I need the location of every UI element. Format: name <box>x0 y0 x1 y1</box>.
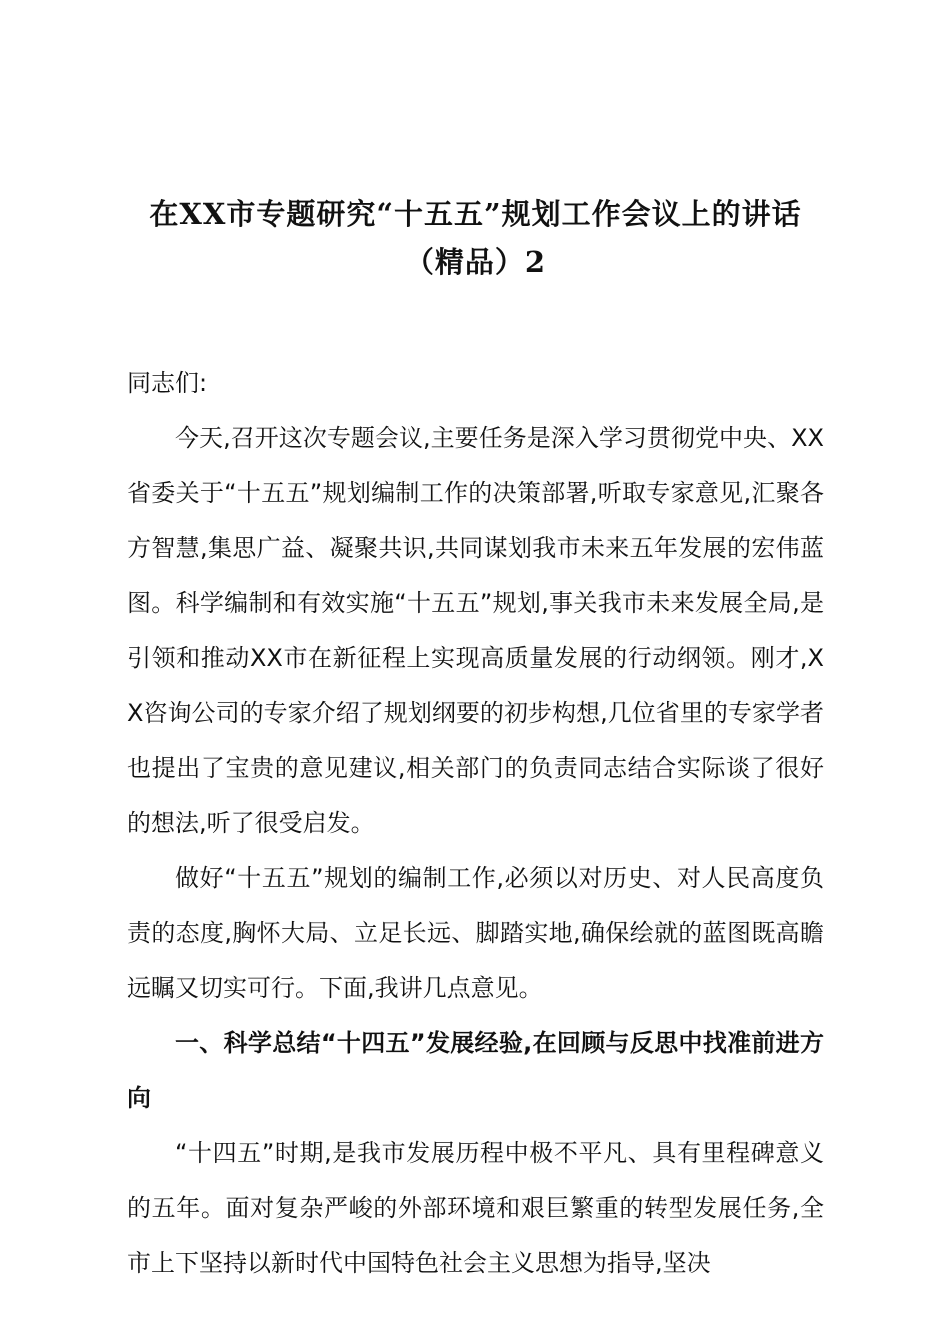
salutation: 同志们: <box>127 369 208 397</box>
paragraph-intro: 做好“十五五”规划的编制工作,必须以对历史、对人民高度负责的态度,胸怀大局、立足长远、脚踏实地,确保绘就的蓝图既高瞻远瞩又切实可行。下面,我讲几点意见。 <box>127 864 824 1002</box>
section-paragraph: “十四五”时期,是我市发展历程中极不平凡、具有里程碑意义的五年。面对复杂严峻的外部环境和艰巨繁重的转型发展任务,全市上下坚持以新时代中国特色社会主义思想为指导,坚决 <box>127 1139 824 1277</box>
paragraph-opening: 今天,召开这次专题会议,主要任务是深入学习贯彻党中央、XX省委关于“十五五”规划编制工作的决策部署,听取专家意见,汇聚各方智慧,集思广益、凝聚共识,共同谋划我市未来五年发展的宏伟蓝图。科学编制和有效实施“十五五”规划,事关我市未来发展全局,是引领和推动XX市在新征程上实现高质量发展的行动纲领。刚才,XX咨询公司的专家介绍了规划纲要的初步构想,几位省里的专家学者也提出了宝贵的意见建议,相关部门的负责同志结合实际谈了很好的想法,听了很受启发。 <box>127 424 824 837</box>
document-title: 在XX市专题研究“十五五”规划工作会议上的讲话（精品）2 <box>149 197 802 279</box>
document-body <box>127 190 824 1291</box>
section-heading: 一、科学总结“十四五”发展经验,在回顾与反思中找准前进方向 <box>127 1029 824 1112</box>
